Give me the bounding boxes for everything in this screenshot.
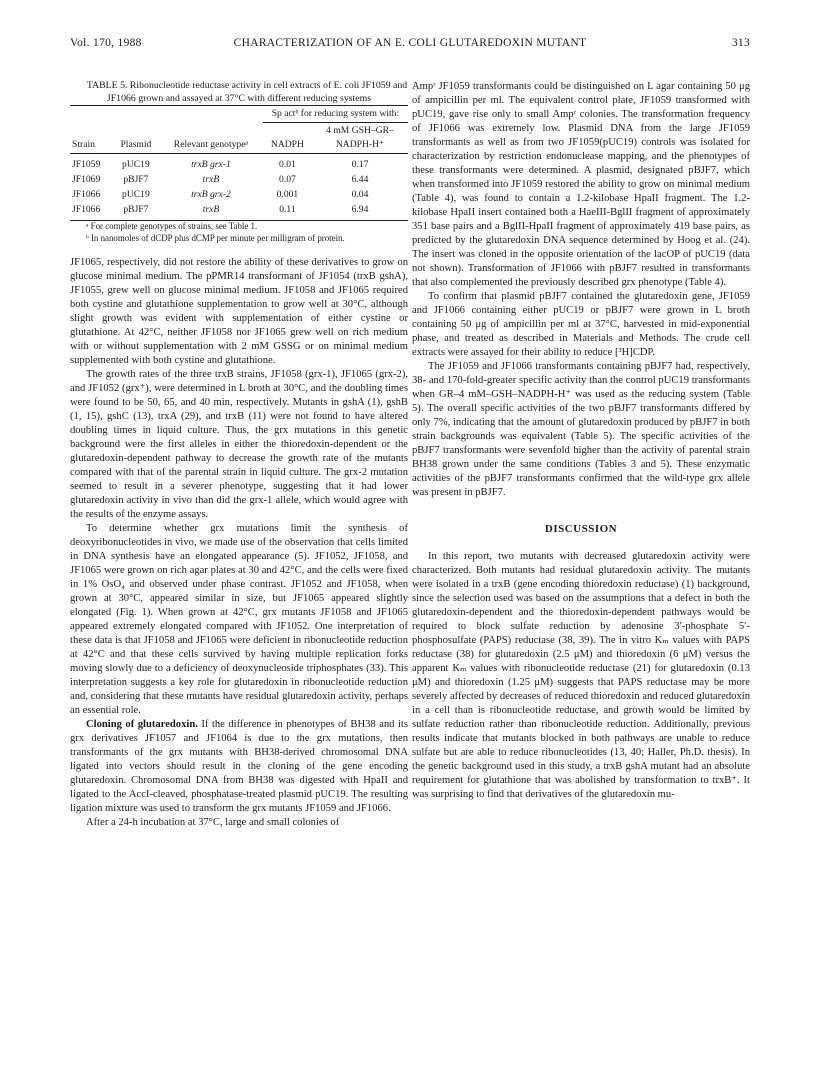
cell-genotype: trxB: [202, 174, 220, 185]
table-row: [70, 173, 408, 188]
table-row: [70, 188, 408, 203]
table-footnote-b: ᵇ In nanomoles of dCDP plus dCMP per minute per milligram of protein.: [86, 232, 345, 243]
page-number: 313: [731, 37, 750, 49]
cell-nadph: 0.001: [276, 189, 299, 200]
col-header-gsh: 4 mM GSH–GR–NADPH-H⁺: [312, 123, 408, 154]
right-column: [412, 80, 750, 802]
cell-strain: JF1066: [70, 203, 113, 221]
cell-plasmid: pUC19: [122, 189, 150, 200]
cell-gsh: 0.04: [351, 189, 369, 200]
cell-strain: JF1059: [72, 159, 101, 170]
cloning-paragraph: [70, 718, 408, 816]
col-header-strain: Strain: [70, 106, 113, 154]
col-header-genotype: Relevant genotypeᵃ: [159, 106, 263, 154]
cell-nadph: 0.01: [279, 159, 296, 170]
running-title: CHARACTERIZATION OF AN E. COLI GLUTAREDOXIN MUTANT: [233, 37, 587, 49]
cloning-heading: Cloning of glutaredoxin.: [86, 719, 198, 730]
cloning-text: If the difference in phenotypes of BH38 and its grx derivatives JF1057 and JF1064 is due to the grx mutations, then transformants of the grx mutants with BH38-derived chromosomal DNA ligated into vectors should result in the cloning of the gene encoding glutaredoxin. Chromosomal DNA from BH38 was digested with HpaII and ligated to the AccI-cleaved, phosphatase-treated plasmid pUC19. The resulting ligation mixture was used to transform the grx mutants JF1059 and JF1066.: [70, 719, 408, 814]
cell-nadph: 0.11: [263, 203, 312, 221]
cell-nadph: 0.07: [279, 174, 296, 185]
table-5-grid: [70, 105, 408, 221]
table-caption: TABLE 5. Ribonucleotide reductase activity in cell extracts of E. coli JF1059 and JF1066 grown and assayed at 37°C with different reducing systems: [86, 80, 408, 104]
col-header-plasmid: Plasmid: [113, 106, 159, 154]
cell-genotype: trxB grx-2: [191, 189, 231, 200]
col-header-nadph: NADPH: [263, 123, 312, 154]
left-column: [70, 80, 408, 830]
body-paragraph: The growth rates of the three trxB strains, JF1058 (grx-1), JF1065 (grx-2), and JF1052 (grx⁺), were determined in L broth at 30°C, and the doubling times were found to be 50, 65, and 40 min, respectively. Mutants in gshA (1), gshB (1, 15), gshC (13), trxA (29), and trxB (11) were not found to have altered doubling times in liquid culture. Thus, the grx mutations in this genetic background were the first alleles in either the thioredoxin-dependent or the glutaredoxin-dependent pathway to decrease the growth rate of the mutants compared with that of the parental strain in liquid culture. The grx-2 mutation seemed to result in a severer phenotype, suggesting that it had lower glutaredoxin activity in vivo than did the grx-1 allele, which would agree with the results of the enzyme assays.: [70, 369, 408, 520]
cell-genotype: trxB grx-1: [191, 159, 231, 170]
cell-plasmid: pBJF7: [113, 203, 159, 221]
cell-plasmid: pUC19: [122, 159, 150, 170]
volume-label: Vol. 170, 1988: [70, 37, 142, 49]
table-footnote-a: ᵃ For complete genotypes of strains, see Table 1.: [86, 221, 258, 231]
table-row: [70, 154, 408, 173]
cell-genotype: trxB: [159, 203, 263, 221]
body-paragraph: To confirm that plasmid pBJF7 contained the glutaredoxin gene, JF1059 and JF1066 containing either pUC19 or pBJF7 were grown in L broth containing 50 μg of ampicillin per ml at 37°C, harvested in mid-exponential phase, and treated as described in Materials and Methods. The crude cell extracts were assayed for their ability to reduce [³H]CDP.: [412, 291, 750, 358]
running-header: [70, 37, 750, 55]
body-paragraph: After a 24-h incubation at 37°C, large and small colonies of: [86, 817, 340, 828]
cell-gsh: 6.44: [351, 174, 369, 185]
cell-gsh: 0.17: [351, 159, 369, 170]
body-paragraph: The JF1059 and JF1066 transformants containing pBJF7 had, respectively, 38- and 170-fold-greater specific activity than the control pUC19 transformants when GR–4 mM–GSH–NADPH-H⁺ was used as the reducing system (Table 5). The overall specific activities of the two pBJF7 transformants differed by only 7%, indicating that the amount of glutaredoxin produced by pBJF7 in both strain backgrounds was equivalent (Table 5). The specific activities of the pBJF7 transformants were sevenfold higher than the activity of parental strain BH38 grown under the same conditions (Tables 3 and 5). These enzymatic activities of the pBJF7 transformants confirmed that the wild-type grx allele was present in pBJF7.: [412, 361, 750, 498]
cell-strain: JF1069: [72, 174, 101, 185]
cell-gsh: 6.94: [312, 203, 408, 221]
discussion-paragraph: In this report, two mutants with decreased glutaredoxin activity were characterized. Both mutants had residual glutaredoxin activity. The mutants were isolated in a trxB (gene encoding thioredoxin reductase) (1) background, since the selection used was based on the assumptions that a defect in both the glutaredoxin-dependent and the thioredoxin-dependent pathways would be required to block sulfate reduction by adenosine 3′-phosphate 5′-phosphosulfate (PAPS) reductase (38, 39). The in vitro Kₘ values with PAPS reductase (38) for glutaredoxin (2.5 μM) and thioredoxin (6 μM) versus the apparent Kₘ values with ribonucleotide reductase (21) for glutaredoxin (0.13 μM) and thioredoxin (1.25 μM) suggests that PAPS reductase may be more severely affected by decreases of reduced thioredoxin and reduced glutaredoxin in a cell than is ribonucleotide reductase, and growth would be limited by sulfate reduction rather than ribonucleotide reduction. Additionally, previous results indicate that mutants blocked in both pathways are unable to reduce sulfate but are able to reduce ribonucleotides (13, 40; Haller, Ph.D. thesis). In the genetic background used in this study, a trxB gshA mutant had an absolute requirement for glutathione that was abolished by transformation to trxB⁺. It was surprising to find that derivatives of the glutaredoxin mu-: [412, 551, 750, 800]
body-paragraph: Ampʳ JF1059 transformants could be distinguished on L agar containing 50 μg of ampicillin per ml. The equivalent control plate, JF1059 transformed with pUC19, gave rise only to small Ampʳ colonies. The transformation frequency of JF1066 was extremely low. Plasmid DNA from the large JF1059 transformants as well as from two JF1059(pUC19) controls was isolated for characterization by restriction endonuclease mapping, and the phenotypes of these transformants were determined. A plasmid, designated pBJF7, which when transformed into JF1059 restored the ability to grow on minimal medium (Table 4), was found to contain a 1.2-kilobase HpaII fragment. The 1.2-kilobase HpaII insert contained both a HaeIII-BglII fragment of approximately 351 base pairs and a BglII-HpaII fragment of approximately 419 base pairs, as predicted by the glutaredoxin DNA sequence determined by Hoog et al. (24). The insert was cloned in the opposite orientation of the lacOP of pUC19 (data not shown). Transformation of JF1066 with pBJF7 resulted in transformants that also complemented the previously described grx phenotype (Table 4).: [412, 81, 750, 288]
cell-strain: JF1066: [72, 189, 101, 200]
discussion-heading: DISCUSSION: [544, 523, 618, 535]
body-paragraph: To determine whether grx mutations limit the synthesis of deoxyribonucleotides in vivo, we made use of the observation that cells limited in DNA synthesis have an elongated appearance (5). JF1052, JF1058, and JF1065 were grown on rich agar plates at 30 and 42°C, and the cells were fixed in 1% OsO₄ and observed under phase contrast. JF1052 and JF1058, when grown at 30°C, appeared similar in size, but JF1065 appeared slightly elongated (Fig. 1). When grown at 42°C, grx mutants JF1058 and JF1065 appeared extremely elongated compared with JF1052. One interpretation of these data is that JF1058 and JF1065 were deficient in ribonucleotide reduction at 42°C and that these cells survived by having multiple replication forks moving slowly due to a deficiency of deoxynucleoside triphosphates (33). This interpretation suggests a key role for glutaredoxin in ribonucleotide reduction and, considering that these mutants have residual glutaredoxin activity, perhaps an essential role.: [70, 523, 408, 716]
table-5: [70, 80, 408, 244]
table-row: [70, 203, 408, 221]
body-paragraph: JF1065, respectively, did not restore the ability of these derivatives to grow on glucose minimal medium. The pPMR14 transformant of JF1054 (trxB gshA), JF1055, grew well on glucose minimal medium. JF1058 and JF1065 required both cystine and glutathione supplementation to grow well at 30°C, although slight growth was evident with supplementation of either cystine or glutathione. At 42°C, neither JF1058 nor JF1065 grew well on rich medium with or without supplementation with 2 mM GSSG or on minimal medium supplemented with both cystine and glutathione.: [70, 257, 408, 366]
cell-plasmid: pBJF7: [123, 174, 149, 185]
col-header-spact: Sp actᵇ for reducing system with:: [263, 106, 408, 123]
